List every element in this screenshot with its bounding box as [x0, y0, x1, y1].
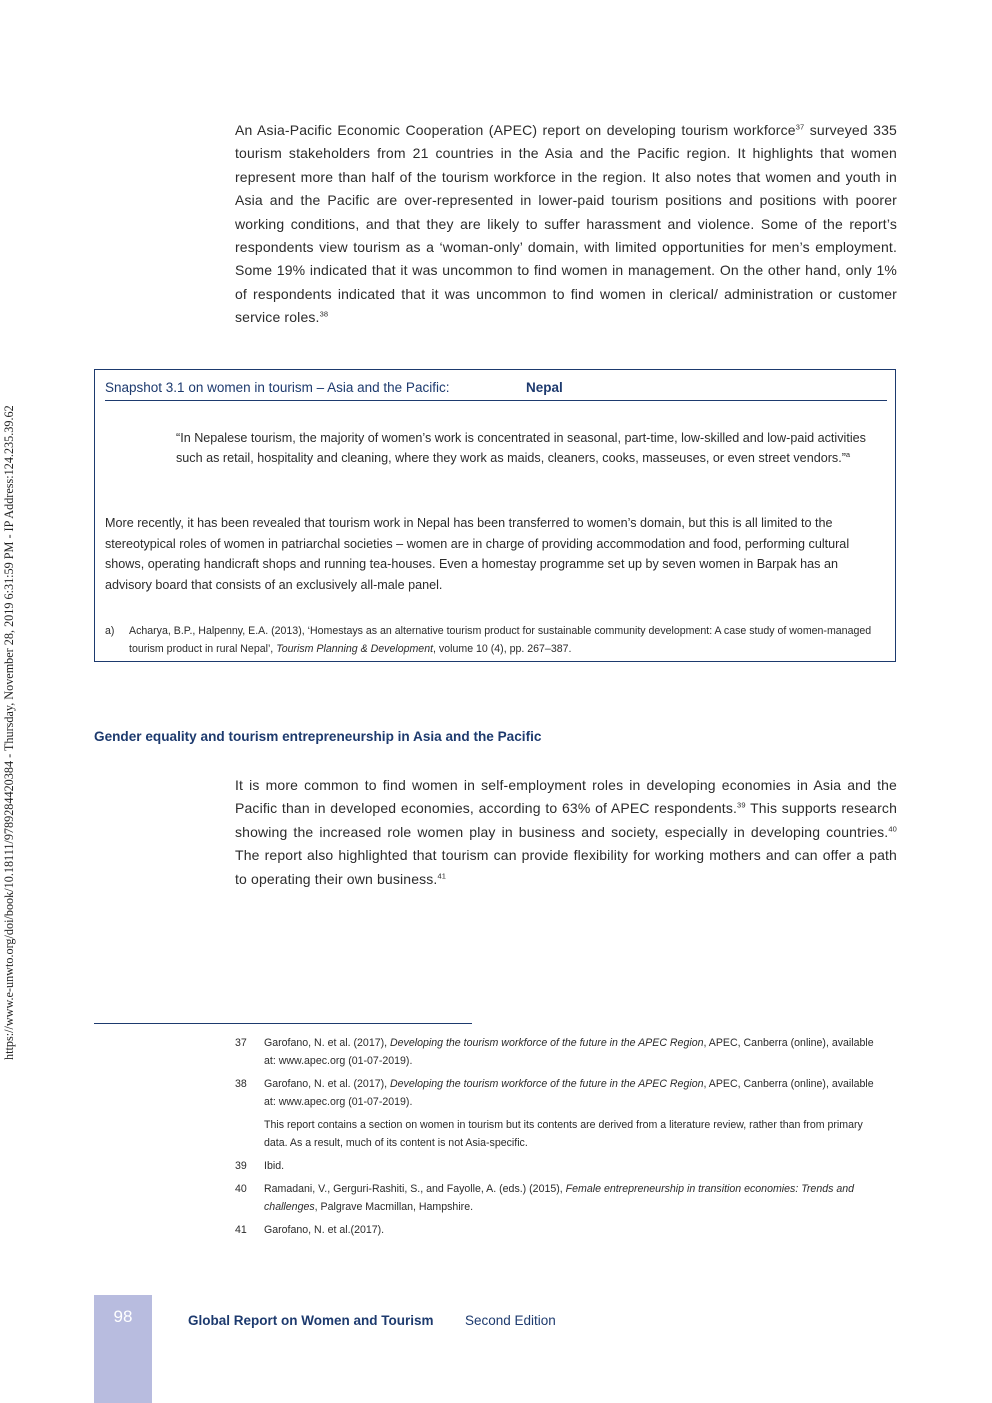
footnote-37: 37 Garofano, N. et al. (2017), Developing the tourism workforce of the future in the APEC Region, APEC, Canberra (online), available at: www.apec.org (01-07-2019).	[235, 1037, 874, 1067]
snapshot-heading: Snapshot 3.1 on women in tourism – Asia and the Pacific: Nepal	[105, 380, 887, 401]
page-number: 98	[113, 1307, 133, 1326]
footnote-38: 38 Garofano, N. et al. (2017), Developing the tourism workforce of the future in the APEC Region, APEC, Canberra (online), available at: www.apec.org (01-07-2019). This report contains a section on women in tourism but its contents are derived from a literature review, rather than from primary data. As a result, much of its content is not Asia-specific.	[235, 1075, 885, 1152]
footnote-ref-38[interactable]: 38	[319, 309, 329, 319]
page-number-tab	[94, 1295, 152, 1403]
snapshot-note-label: a)	[105, 625, 115, 637]
footnote-40: 40 Ramadani, V., Gerguri-Rashiti, S., and Fayolle, A. (eds.) (2015), Female entrepreneurship in transition economies: Trends and challenges, Palgrave Macmillan, Hampshire.	[235, 1183, 855, 1213]
footnote-41: 41 Garofano, N. et al.(2017).	[235, 1224, 385, 1236]
footnote-divider	[94, 1023, 472, 1024]
footnote-ref-40[interactable]: 40	[888, 824, 897, 834]
snapshot-place: Nepal	[526, 380, 563, 395]
entrepreneurship-paragraph: It is more common to find women in self-employment roles in developing economies in Asia and the Pacific than in developed economies, according to 63% of APEC respondents.$^{39}$ This supports research showing the increased role women play in business and society, especially in developing countries.$^{40}$ The report also highlighted that tourism can provide flexibility for working mothers and can offer a path to operating their own business.$^{41}$	[235, 777, 898, 887]
footer-title: Global Report on Women and Tourism	[188, 1313, 434, 1328]
download-watermark: https://www.e-unwto.org/doi/book/10.18111/9789284420384 - Thursday, November 28, 2019 6:31:59 PM - IP Address:124.235.39.62	[2, 405, 16, 1060]
footnotes	[235, 1034, 885, 1244]
footnote-ref-41[interactable]: 41	[437, 870, 447, 880]
section-heading: Gender equality and tourism entrepreneurship in Asia and the Pacific	[94, 729, 542, 744]
footer-edition: Second Edition	[465, 1313, 556, 1328]
snapshot-quote: “In Nepalese tourism, the majority of women’s work is concentrated in seasonal, part-time, low-skilled and low-paid activities such as retail, hospitality and cleaning, where they work as maids, cleaners, cooks, masseuses, or even street vendors.”$^a$	[176, 431, 866, 465]
snapshot-box	[94, 369, 896, 662]
footnote-ref-37[interactable]: 37	[795, 122, 805, 132]
footnote-ref-39[interactable]: 39	[737, 800, 746, 810]
snapshot-quote-ref[interactable]: a	[845, 449, 851, 459]
footnote-39: 39 Ibid.	[235, 1160, 285, 1172]
footnote-38-note: This report contains a section on women in tourism but its contents are derived from a literature review, rather than from primary data. As a result, much of its content is not Asia-specific.	[264, 1119, 863, 1149]
intro-paragraph: An Asia-Pacific Economic Cooperation (APEC) report on developing tourism workforce$^{37}$ surveyed 335 tourism stakeholders from 21 countries in the Asia and the Pacific region. It highlights that women represent more than half of the tourism workforce in the region. It also notes that women and youth in Asia and the Pacific are over-represented in lower-paid tourism positions and positions with poorer working conditions, and that they are likely to suffer harassment and violence. Some of the report’s respondents view tourism as a ‘woman-only’ domain, with limited opportunities for men’s employment. Some 19% indicated that it was uncommon to find women in management. On the other hand, only 1% of respondents indicated that it was uncommon to find women in clerical/ administration or customer service roles.$^{38}$	[235, 122, 897, 326]
snapshot-body: More recently, it has been revealed that tourism work in Nepal has been transferred to women’s domain, but this is all limited to the stereotypical roles of women in patriarchal societies – women are in charge of providing accommodation and food, performing cultural shows, operating handicraft shops and running tea-houses. Even a homestay programme set up by seven women in Barpak has an advisory board that consists of an exclusively all-male panel.	[105, 516, 850, 592]
snapshot-note: a) Acharya, B.P., Halpenny, E.A. (2013), ‘Homestays as an alternative tourism product for sustainable community development: A case study of women-managed tourism product in rural Nepal’, Tourism Planning & Development, volume 10 (4), pp. 267–387.	[105, 622, 887, 658]
